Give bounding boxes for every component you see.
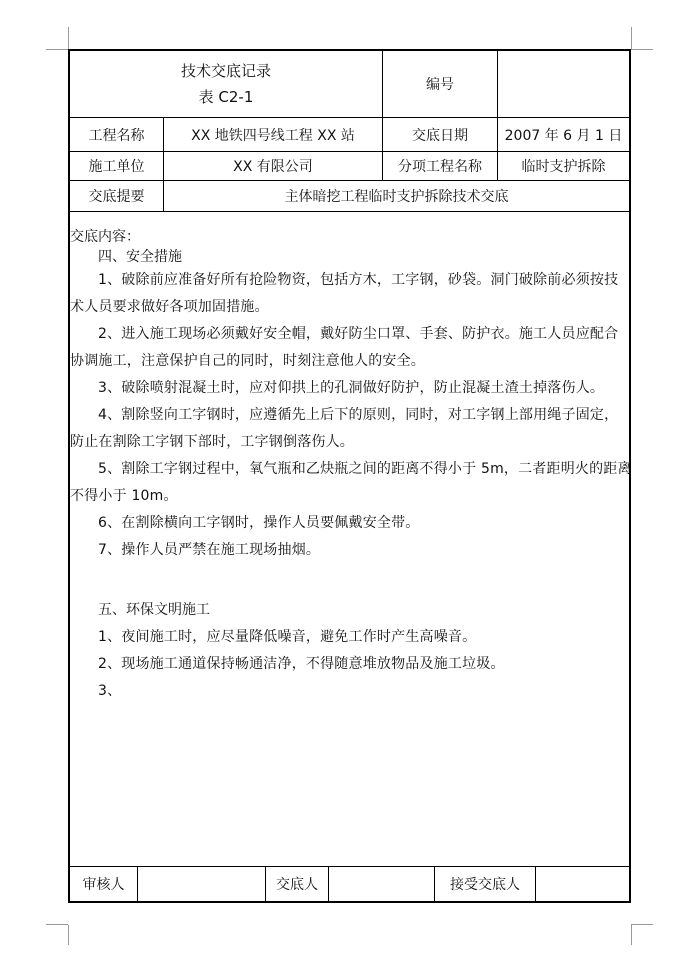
unit-label: 施工单位 — [88, 159, 145, 175]
form-title-block — [70, 51, 382, 117]
content-intro: 交底内容： — [70, 229, 140, 245]
section-title-environment: 五、环保文明施工 — [98, 602, 210, 618]
unit-value: XX 有限公司 — [233, 159, 313, 175]
crop-mark-top-right-h — [631, 49, 653, 50]
safety-item: 5、割除工字钢过程中，氧气瓶和乙炔瓶之间的距离不得小于 5m，二者距明火的距离不得小于 10m。 — [70, 461, 632, 504]
form-title: 技术交底记录 — [180, 62, 271, 80]
summary-value: 主体暗挖工程临时支护拆除技术交底 — [284, 189, 509, 205]
environment-item: 2、现场施工通道保持畅通洁净，不得随意堆放物品及施工垃圾。 — [98, 656, 505, 672]
safety-item: 4、割除竖向工字钢时，应遵循先上后下的原则，同时，对工字钢上部用绳子固定，防止在割除工字钢下部时，工字钢倒落伤人。 — [70, 407, 619, 450]
crop-mark-bottom-right-h — [631, 924, 653, 925]
spacer — [70, 564, 632, 597]
date-label: 交底日期 — [412, 127, 468, 144]
presenter-label: 交底人 — [276, 877, 318, 893]
receiver-value[interactable] — [536, 867, 629, 901]
receiver-label: 接受交底人 — [450, 877, 520, 893]
form-number: 表 C2-1 — [198, 88, 254, 106]
environment-item: 1、夜间施工时，应尽量降低噪音，避免工作时产生高噪音。 — [98, 629, 477, 645]
date-value: 2007 年 6 月 1 日 — [504, 127, 623, 144]
crop-mark-bottom-left-v — [68, 925, 69, 945]
environment-item: 3、 — [98, 683, 122, 699]
number-label: 编号 — [426, 77, 454, 93]
summary-label: 交底提要 — [88, 189, 145, 205]
safety-item: 1、破除前应准备好所有抢险物资，包括方木，工字钢，砂袋。洞门破除前必须按技术人员要求做好各项加固措施。 — [70, 272, 619, 315]
safety-item: 3、破除喷射混凝土时，应对仰拱上的孔洞做好防护，防止混凝土渣土掉落伤人。 — [98, 380, 605, 396]
crop-mark-top-right-v — [631, 27, 632, 49]
crop-mark-top-left-v — [68, 27, 69, 49]
safety-item: 7、操作人员严禁在施工现场抽烟。 — [98, 542, 321, 558]
number-value — [498, 51, 629, 117]
sub-project-value: 临时支护拆除 — [521, 159, 606, 175]
divider — [70, 211, 629, 212]
crop-mark-top-left-h — [46, 49, 68, 50]
presenter-value[interactable] — [329, 867, 434, 901]
safety-item: 2、进入施工现场必须戴好安全帽，戴好防尘口罩、手套、防护衣。施工人员应配合协调施工，注意保护自己的同时，时刻注意他人的安全。 — [70, 326, 619, 369]
safety-item: 6、在割除横向工字钢时，操作人员要佩戴安全带。 — [98, 515, 420, 531]
reviewer-label: 审核人 — [82, 877, 125, 893]
project-name-label: 工程名称 — [88, 127, 145, 144]
crop-mark-bottom-right-v — [631, 925, 632, 945]
section-title-safety: 四、安全措施 — [98, 249, 182, 265]
crop-mark-bottom-left-h — [46, 924, 68, 925]
reviewer-value[interactable] — [138, 867, 265, 901]
project-name-value: XX 地铁四号线工程 XX 站 — [191, 127, 355, 144]
sub-project-label: 分项工程名称 — [398, 159, 482, 175]
content-area — [70, 227, 632, 705]
